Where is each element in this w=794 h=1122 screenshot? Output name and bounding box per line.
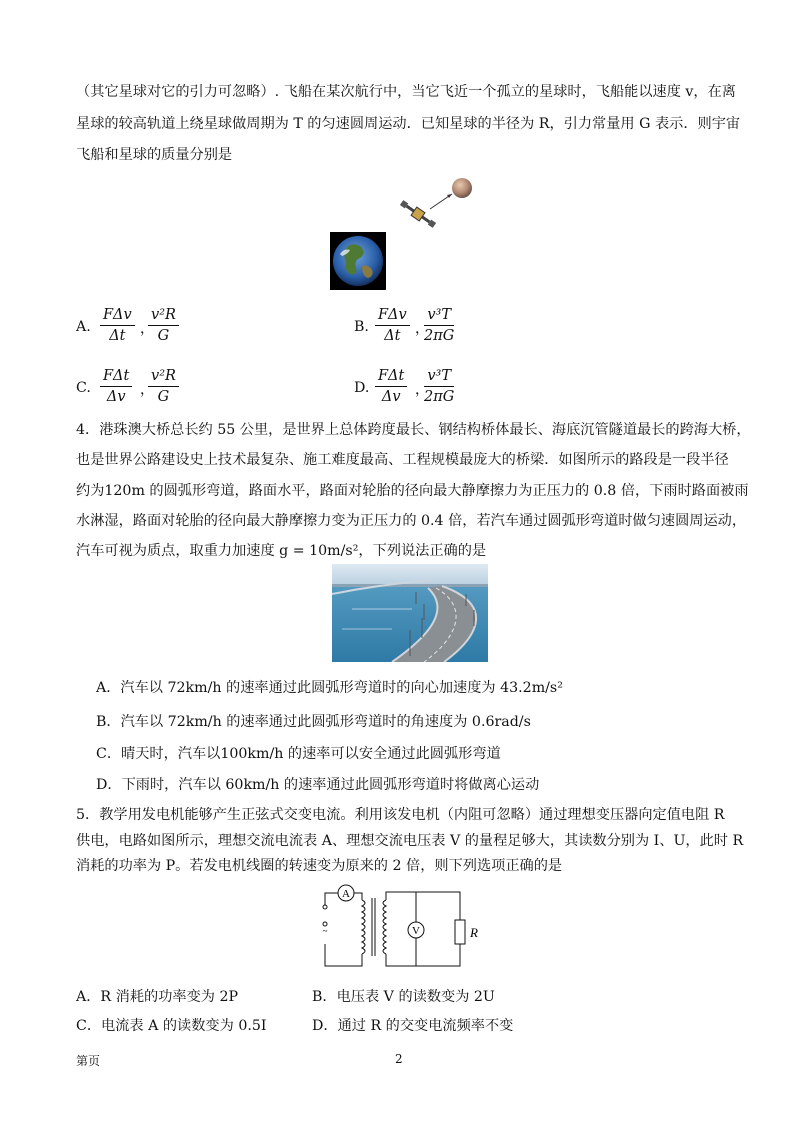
q3-option-b-label: B. — [354, 319, 369, 335]
q4-text-line-3: 约为120m 的圆弧形弯道，路面水平，路面对轮胎的径向最大静摩擦力为正压力的 0.8 倍，下雨时路面被雨 — [76, 483, 749, 499]
planet-icon — [452, 178, 472, 198]
page-number: 2 — [395, 1052, 403, 1066]
q5-text-line-1: 5．教学用发电机能够产生正弦式交变电流。利用该发电机（内阻可忽略）通过理想变压器向定值电阻 R — [76, 807, 725, 823]
resistor-label: R — [470, 925, 478, 940]
q5-option-b: B．电压表 V 的读数变为 2U — [312, 989, 495, 1005]
q4-option-a: A．汽车以 72km/h 的速率通过此圆弧形弯道时的向心加速度为 43.2m/s² — [96, 680, 563, 696]
ammeter-label: A — [342, 888, 350, 900]
q5-option-a: A．R 消耗的功率变为 2P — [76, 989, 239, 1005]
q4-text-line-1: 4．港珠澳大桥总长约 55 公里，是世界上总体跨度最长、钢结构桥体最长、海底沉管隧道最长的跨海大桥， — [76, 422, 751, 438]
q3-option-b-separator: ， — [415, 321, 430, 337]
q3-option-d-separator: ， — [415, 382, 430, 398]
earth-icon — [330, 232, 386, 290]
q3-option-c-separator: ， — [140, 382, 155, 398]
footer-label: 第页 — [76, 1054, 101, 1068]
q4-option-b: B．汽车以 72km/h 的速率通过此圆弧形弯道时的角速度为 0.6rad/s — [96, 714, 531, 730]
q4-text-line-2: 也是世界公路建设史上技术最复杂、施工难度最高、工程规模最庞大的桥梁．如图所示的路段是一段半径 — [76, 452, 729, 468]
q3-spaceship-figure — [326, 170, 486, 294]
q3-option-b-fraction-1: FΔv Δt — [375, 306, 410, 345]
q3-option-d-label: D. — [354, 380, 370, 396]
q5-text-line-3: 消耗的功率为 P。若发电机线圈的转速变为原来的 2 倍，则下列选项正确的是 — [76, 858, 563, 874]
q4-text-line-4: 水淋湿，路面对轮胎的径向最大静摩擦力变为正压力的 0.4 倍，若汽车通过圆弧形弯道时做匀速圆周运动， — [76, 513, 747, 529]
q3-option-b-fraction-2: $\frac{\text{v³T}}{2\pi G}$ — [424, 307, 455, 344]
q3-option-a-fraction-2: $\frac{\text{v²R}}{G}$ — [148, 306, 179, 345]
q3-option-a-fraction-1: FΔv Δt — [100, 306, 135, 345]
q3-option-c-fraction-1: FΔt Δv — [100, 367, 132, 406]
q3-option-d-fraction-2: $\frac{\text{v³T}}{2\pi G}$ — [424, 368, 455, 405]
spaceship-icon — [399, 198, 438, 229]
q3-option-c-label: C. — [76, 380, 91, 396]
q4-option-d: D．下雨时，汽车以 60km/h 的速率通过此圆弧形弯道时将做离心运动 — [96, 777, 540, 793]
q5-option-d: D．通过 R 的交变电流频率不变 — [312, 1018, 514, 1034]
q4-text-line-5: 汽车可视为质点，取重力加速度 g = 10m/s²，下列说法正确的是 — [76, 543, 487, 559]
q3-option-a-separator: ， — [140, 321, 155, 337]
circuit-diagram — [314, 884, 484, 970]
q3-text-line-1: （其它星球对它的引力可忽略）. 飞船在某次航行中，当它飞近一个孤立的星球时，飞船能以速度 v，在离 — [76, 84, 736, 100]
ac-source-symbol: ~ — [322, 926, 328, 936]
q4-option-c: C．晴天时，汽车以100km/h 的速率可以安全通过此圆弧形弯道 — [96, 746, 501, 762]
bridge-photo — [332, 564, 488, 662]
q3-option-d-fraction-1: FΔt Δv — [375, 367, 407, 406]
voltmeter-label: V — [412, 925, 420, 937]
q5-option-c: C．电流表 A 的读数变为 0.5I — [76, 1018, 267, 1034]
q3-option-a-label: A. — [76, 319, 91, 335]
q3-option-c-fraction-2: $\frac{\text{v²R}}{G}$ — [148, 367, 179, 406]
q3-text-line-2: 星球的较高轨道上绕星球做周期为 T 的匀速圆周运动．已知星球的半径为 R，引力常量用 G 表示．则宇宙 — [76, 116, 741, 132]
q5-text-line-2: 供电，电路如图所示，理想交流电流表 A、理想交流电压表 V 的量程足够大，其读数分别为 I、U，此时 R — [76, 833, 744, 849]
q3-text-line-3: 飞船和星球的质量分别是 — [76, 147, 233, 163]
